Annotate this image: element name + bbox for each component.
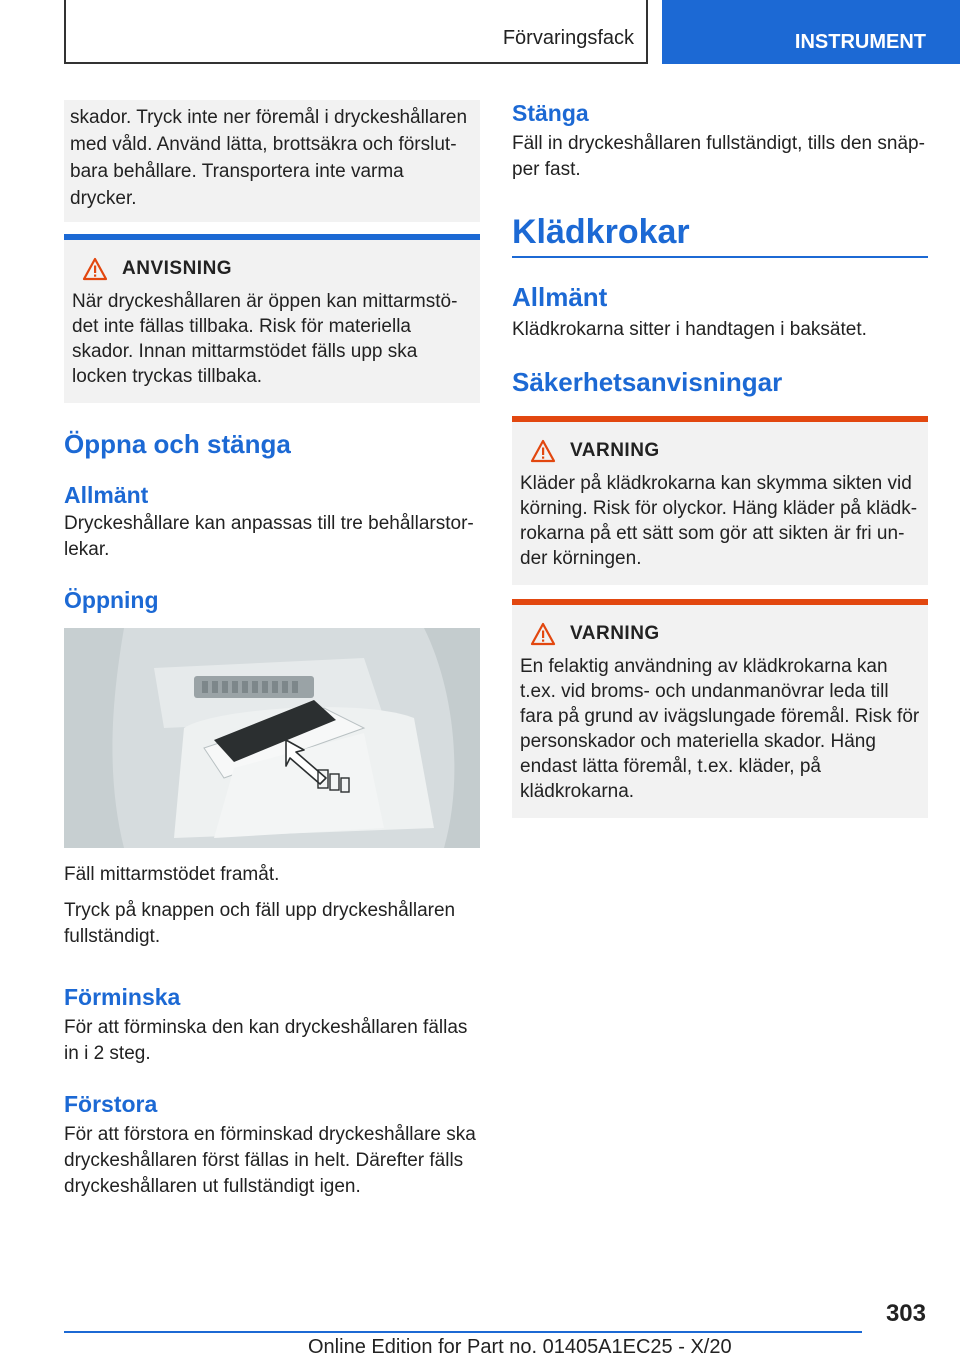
page-number: 303 bbox=[885, 1300, 926, 1327]
heading-opening: Öppning bbox=[64, 587, 159, 613]
heading-open-close: Öppna och stänga bbox=[64, 429, 291, 459]
warning-1-text: Kläder på klädkrokarna kan skymma sikten vid körning. Risk för olyckor. Häng kläder på klädkrokarna på ett sätt som gör att sikten är fri under körningen. bbox=[520, 473, 918, 569]
heading-hooks-general: Allmänt bbox=[512, 282, 608, 312]
intro-warning-text: skador. Tryck inte ner föremål i dryckeshållaren med våld. Använd lätta, brottsäkra och förslutbara behållare. Transportera inte varma drycker. bbox=[70, 107, 468, 209]
warning-2-text: En felaktig användning av klädkrokarna kan t.ex. vid broms- och undanmanövrar leda till fara på grund av ivägslungade föremål. Risk för personskador och materiella skador. Häng endast lätta föremål, t.ex. kläder, på klädkrokarna. bbox=[520, 656, 920, 802]
notice-text: När dryckeshållaren är öppen kan mittarmstödet inte fällas tillbaka. Risk för materiella skador. Innan mittarmstödet fälls upp ska locken tryckas tillbaka. bbox=[72, 291, 458, 387]
general-text: Dryckeshållare kan anpassas till tre behållarstorlekar. bbox=[64, 513, 474, 560]
enlarge-text: För att förstora en förminskad dryckeshållare ska dryckeshållaren först fällas in helt. Därefter fälls dryckeshållaren ut fullständigt igen. bbox=[64, 1124, 476, 1197]
header-chapter-tab bbox=[662, 0, 960, 64]
step-2-text: Tryck på knappen och fäll upp dryckeshållaren fullständigt. bbox=[64, 900, 456, 947]
header-section-title: Förvaringsfack bbox=[502, 27, 634, 49]
heading-hooks-wrap bbox=[512, 213, 928, 258]
notice-box bbox=[64, 234, 480, 403]
warning-1-title: VARNING bbox=[570, 440, 660, 461]
notice-title: ANVISNING bbox=[122, 258, 233, 279]
warning-triangle-icon bbox=[82, 257, 108, 281]
armrest-photo bbox=[64, 628, 480, 848]
header-section-tab bbox=[64, 0, 648, 64]
warning-box-1 bbox=[512, 416, 928, 585]
footer-divider bbox=[64, 1331, 862, 1333]
heading-close: Stänga bbox=[512, 100, 589, 126]
heading-general: Allmänt bbox=[64, 482, 149, 508]
heading-hooks: Klädkrokar bbox=[512, 213, 690, 251]
header-chapter-title: INSTRUMENT bbox=[794, 31, 926, 53]
heading-reduce: Förminska bbox=[64, 984, 181, 1010]
left-column bbox=[64, 100, 480, 1200]
hooks-general-text: Klädkrokarna sitter i handtagen i baksätet. bbox=[512, 319, 867, 340]
heading-enlarge: Förstora bbox=[64, 1091, 158, 1117]
close-text: Fäll in dryckeshållaren fullständigt, tills den snäpper fast. bbox=[512, 133, 925, 180]
footer-edition: Online Edition for Part no. 01405A1EC25 - X/20 bbox=[308, 1336, 732, 1358]
warning-triangle-icon bbox=[530, 622, 556, 646]
warning-triangle-icon bbox=[530, 439, 556, 463]
heading-safety: Säkerhetsanvisningar bbox=[512, 367, 783, 397]
armrest-illustration bbox=[64, 628, 480, 848]
warning-2-title: VARNING bbox=[570, 623, 660, 644]
right-column bbox=[512, 100, 928, 818]
intro-warning-box bbox=[64, 100, 480, 222]
step-1-text: Fäll mittarmstödet framåt. bbox=[64, 864, 280, 885]
reduce-text: För att förminska den kan dryckeshållaren fällas in i 2 steg. bbox=[64, 1017, 468, 1064]
warning-box-2 bbox=[512, 599, 928, 818]
